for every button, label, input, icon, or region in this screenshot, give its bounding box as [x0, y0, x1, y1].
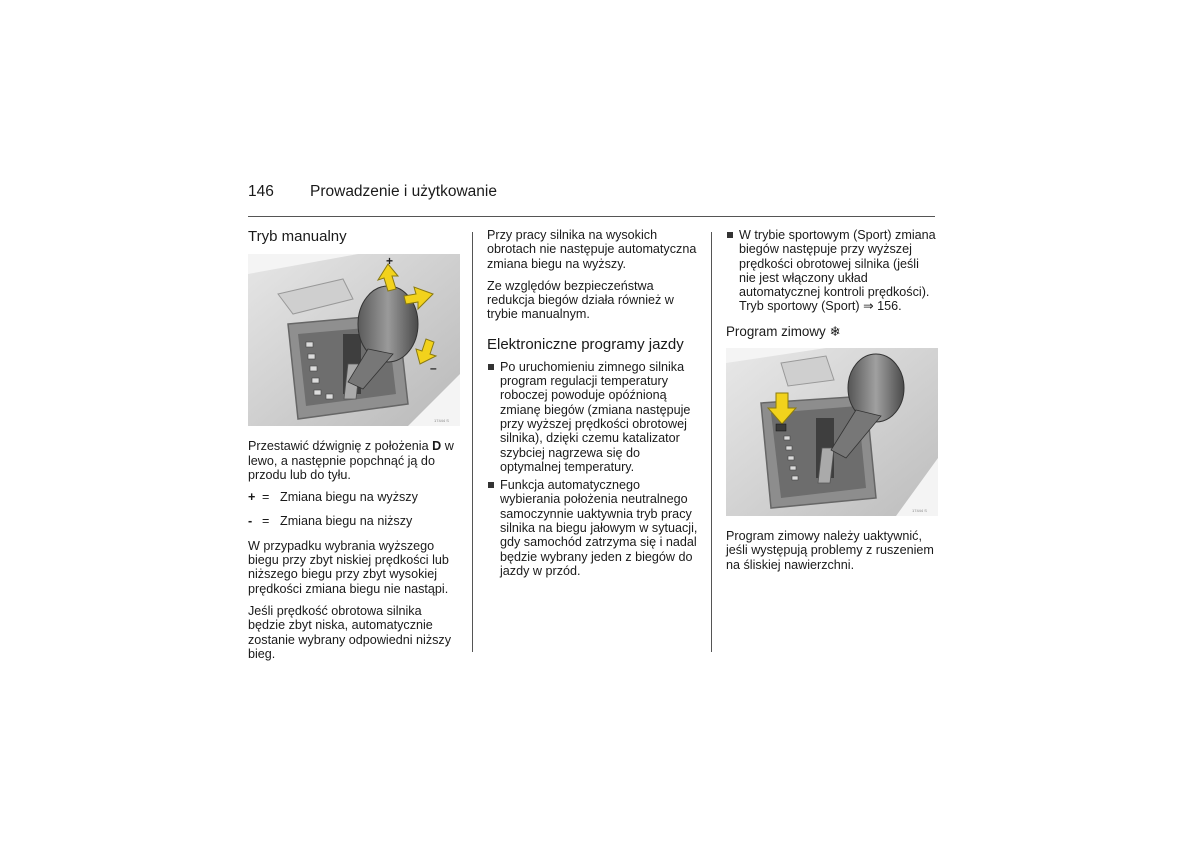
paragraph-shift-conditions: W przypadku wybrania wyższego biegu przy zbyt niskiej prędkości lub niższego biegu przy zbyt wysokiej prędkości zmiana biegu nie nastąpi.: [248, 538, 449, 596]
winter-program-figure: [726, 348, 938, 516]
legend-plus: + = Zmiana biegu na wyższy: [248, 490, 418, 505]
paragraph-winter-activate: Program zimowy należy uaktywnić, jeśli występują problemy z ruszeniem na śliskiej nawierzchni.: [726, 529, 934, 572]
plus-symbol-icon: +: [386, 254, 394, 268]
reference-arrow-icon: ⇒: [863, 299, 874, 314]
column-3: [726, 228, 938, 580]
paragraph-safety: Ze względów bezpieczeństwa redukcja biegów działa również w trybie manualnym.: [487, 278, 674, 322]
list-item: Po uruchomieniu zimnego silnika program regulacji temperatury roboczej powoduje opóźnioną zmianę biegów (zmiana następuje przy wyższej prędkości obrotowej silnika), dzięki czemu katalizator szybciej nagrzewa się do optymalnej temperatury.: [487, 360, 701, 474]
column-divider-1: [472, 232, 473, 652]
column-divider-2: [711, 232, 712, 652]
programs-list: [487, 360, 701, 578]
heading-tryb-manualny: Tryb manualny: [248, 228, 347, 245]
list-item: W trybie sportowym (Sport) zmiana biegów następuje przy wyższej prędkości obrotowej silnika (jeśli nie jest włączony układ automatycznej kontroli prędkości). Tryb sportowy (Sport) ⇒ 156.: [726, 228, 938, 314]
paragraph-low-rpm: Jeśli prędkość obrotowa silnika będzie zbyt niska, automatycznie zostanie wybrany odpowiedni niższy bieg.: [248, 603, 452, 661]
paragraph-high-rpm: Przy pracy silnika na wysokich obrotach nie następuje automatyczna zmiana biegu na wyższy.: [487, 228, 697, 271]
heading-winter-program: Program zimowy ❄: [726, 323, 841, 339]
heading-electronic-programs: Elektroniczne programy jazdy: [487, 335, 684, 353]
page-number: 146: [248, 183, 274, 200]
header-rule: [248, 216, 935, 217]
snowflake-icon: ❄: [829, 323, 841, 339]
page-header: [248, 183, 497, 201]
figure-code: 17444 S: [912, 507, 927, 513]
gear-lever-manual-figure: [248, 254, 460, 426]
winter-button-icon: [776, 424, 786, 431]
paragraph-move-lever: Przestawić dźwignię z położenia D w lewo, a następnie popchnąć ją do przodu lub do tyłu.: [248, 439, 454, 482]
figure-code: 17444 S: [434, 418, 449, 423]
list-item: Funkcja automatycznego wybierania położenia neutralnego samoczynnie uaktywnia tryb pracy silnika na biegu jałowym w sytuacji, gdy samochód zatrzyma się i nadal będzie wybrany jeden z biegów do jazdy w przód.: [487, 478, 701, 578]
legend-minus: - = Zmiana biegu na niższy: [248, 514, 413, 529]
column-2: [487, 228, 701, 586]
sport-list: [726, 228, 938, 314]
column-1: [248, 228, 460, 669]
section-title: Prowadzenie i użytkowanie: [310, 183, 497, 200]
minus-symbol-icon: –: [430, 361, 437, 375]
